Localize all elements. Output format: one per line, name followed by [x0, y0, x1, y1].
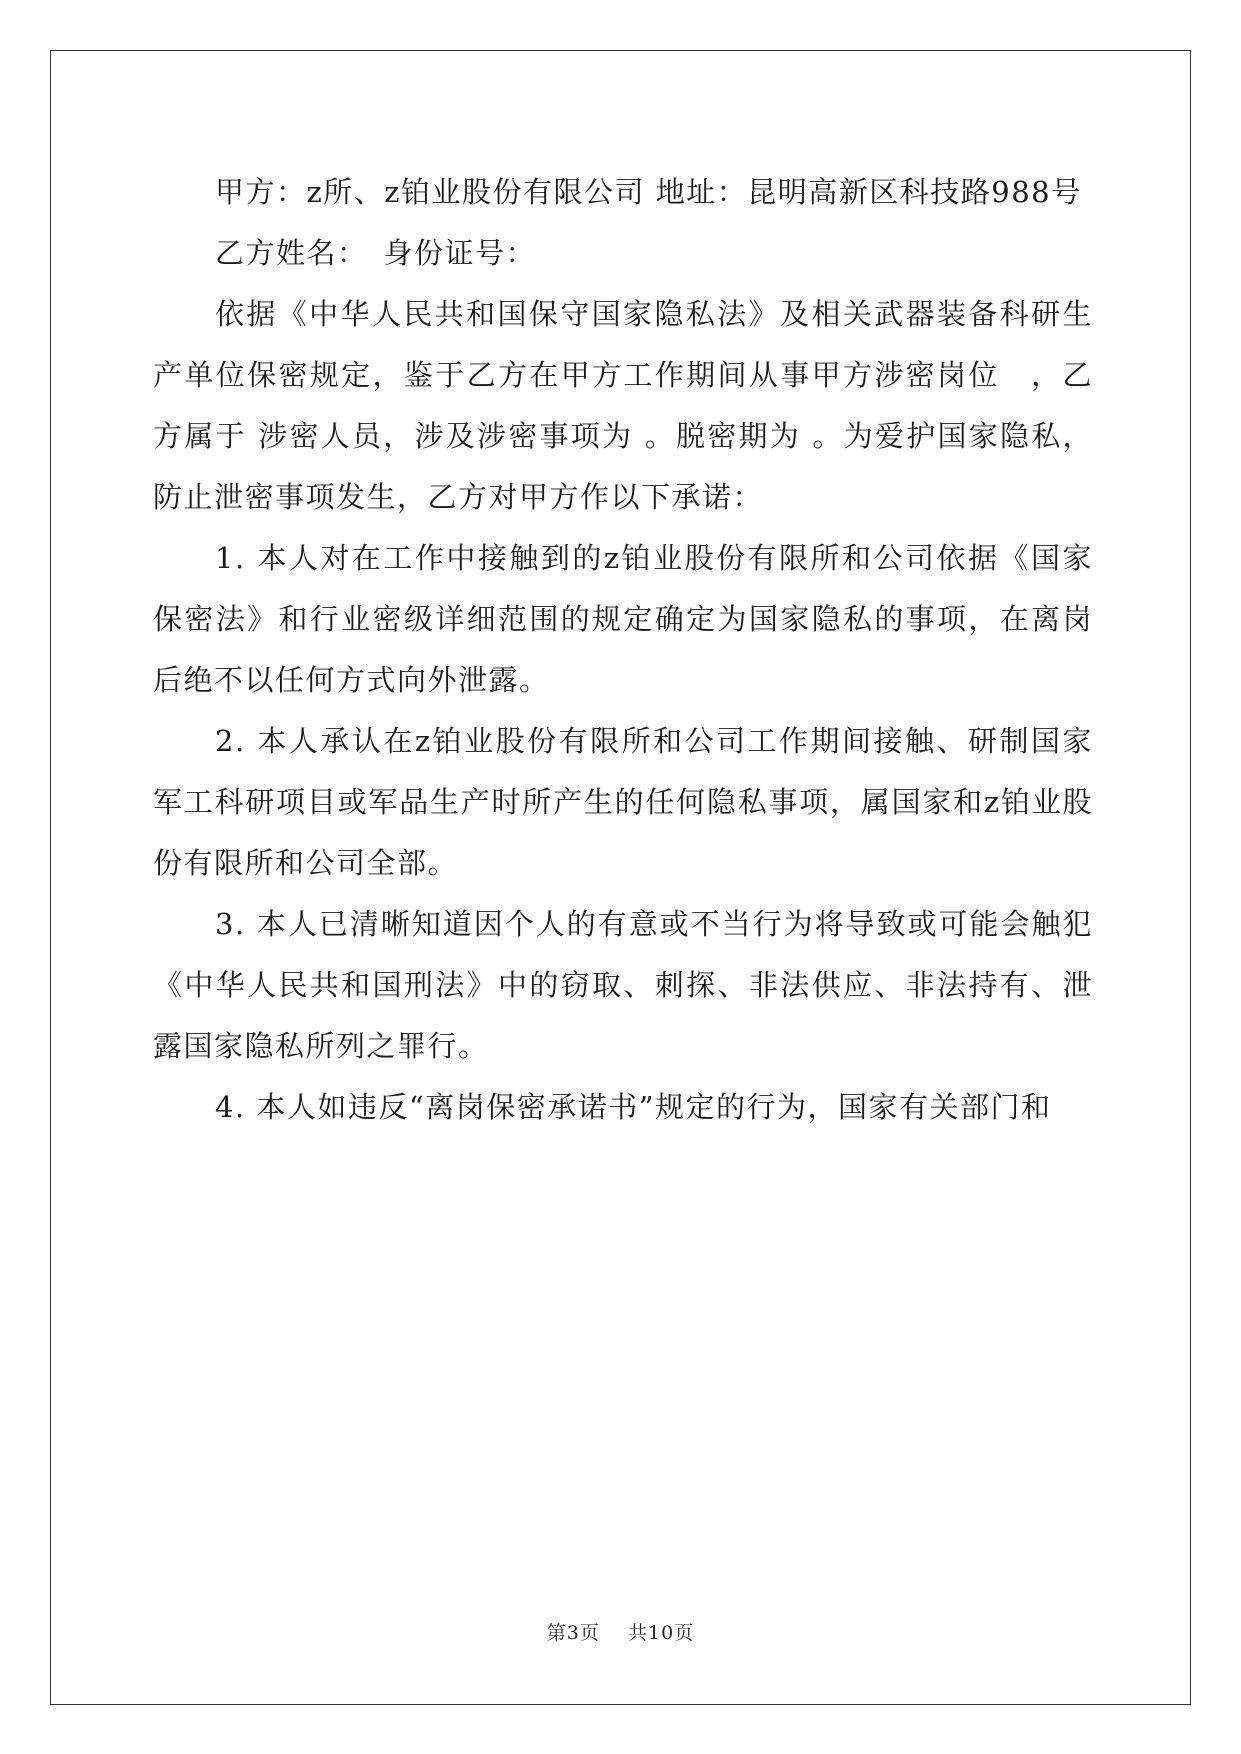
party-a-line: 甲方：z所、z铂业股份有限公司 地址：昆明高新区科技路988号 — [215, 175, 1082, 209]
party-b-line: 乙方姓名： 身份证号： — [215, 236, 537, 270]
clause-1: 1. 本人对在工作中接触到的z铂业股份有限所和公司依据《国家保密法》和行业密级详细范围的规定确定为国家隐私的事项，在离岗后绝不以任何方式向外泄露。 — [153, 541, 1093, 697]
page-footer — [0, 1618, 1241, 1645]
document-body — [153, 162, 1093, 1138]
clause-3: 3. 本人已清晰知道因个人的有意或不当行为将导致或可能会触犯《中华人民共和国刑法》中的窃取、刺探、非法供应、非法持有、泄露国家隐私所列之罪行。 — [153, 907, 1093, 1063]
clause-2: 2. 本人承认在z铂业股份有限所和公司工作期间接触、研制国家军工科研项目或军品生产时所产生的任何隐私事项，属国家和z铂业股份有限所和公司全部。 — [153, 724, 1093, 880]
page-total: 共10页 — [628, 1622, 695, 1644]
preamble-paragraph: 依据《中华人民共和国保守国家隐私法》及相关武器装备科研生产单位保密规定，鉴于乙方在甲方工作期间从事甲方涉密岗位 ，乙方属于 涉密人员，涉及涉密事项为 。脱密期为 。为爱护国家隐私，防止泄密事项发生，乙方对甲方作以下承诺： — [153, 297, 1093, 514]
page-number: 第3页 — [546, 1622, 600, 1644]
clause-4: 4. 本人如违反“离岗保密承诺书”规定的行为，国家有关部门和 — [215, 1090, 1052, 1124]
